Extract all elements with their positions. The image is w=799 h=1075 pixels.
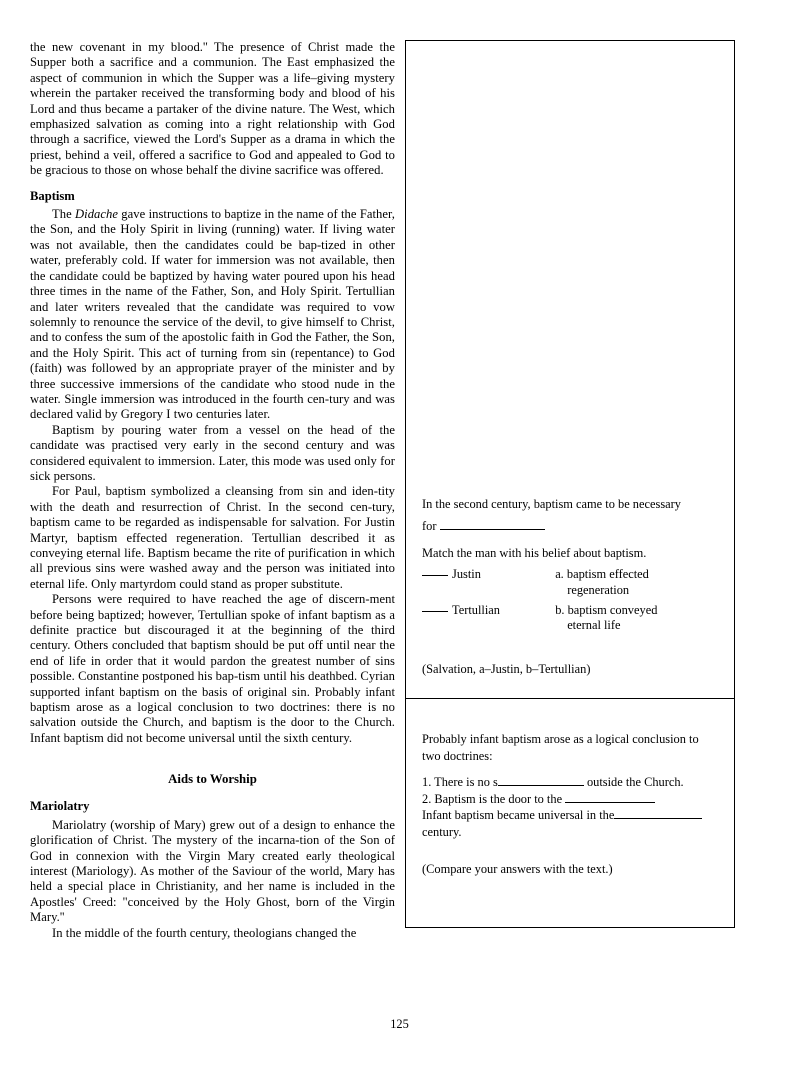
- work-title-didache: Didache: [75, 207, 119, 222]
- match-name-2: Tertullian: [452, 603, 500, 618]
- exercise-bottom-closing-suffix: century.: [422, 825, 462, 839]
- page-columns: [30, 40, 770, 941]
- page-number: 125: [390, 1017, 409, 1031]
- match-option-2: b. baptism conveyed: [555, 603, 658, 618]
- match-right-cell-2: [555, 603, 718, 639]
- exercise-prompt-line-2: [422, 518, 718, 534]
- answer-blank-item-2[interactable]: [565, 802, 655, 803]
- match-name-1: Justin: [452, 567, 481, 582]
- answer-blank-item-1[interactable]: [498, 785, 584, 786]
- answer-blank-match-2[interactable]: [422, 611, 448, 612]
- exercise-bottom-item-1-suffix: outside the Church.: [586, 775, 684, 790]
- heading-aids-to-worship: Aids to Worship: [168, 772, 257, 787]
- answer-blank-closing[interactable]: [614, 818, 702, 819]
- paragraph-baptism-1-text: The Didache gave instructions to baptize in the name of the Father, the Son, and the Holy Spirit in living (running) water. If living water was not available, then the candidates could be bap-tized in other water, preferably cold. If water for immersion was not available, then the candidate could be baptized by having water poured upon his head three times in the name of the Father, Son, and Holy Spirit. Tertullian and later writers revealed that the candidate was required to vow solemnly to renounce the service of the devil, to give himself to Christ, and to confess the sum of the apostolic faith in God the Father, the Son, and the Holy Spirit. This act of turning from sin (repentance) to God (faith) was followed by an appropriate prayer of the minister and by three successive immersions of the candidate who stood nude in the water. Single immersion was introduced in the fourth cen-tury and was declared valid by Gregory I two centuries later.: [30, 207, 395, 422]
- match-left-cell-2: [422, 603, 555, 639]
- table-row: [422, 603, 718, 639]
- paragraph-baptism-1: [30, 207, 395, 423]
- exercise-prompt-line-1: In the second century, baptism came to be necessary: [422, 497, 681, 511]
- paragraph-mariolatry-1: Mariolatry (worship of Mary) grew out of a design to enhance the glorification of Christ. The mystery of the incarna-tion of the Son of God in connexion with the Virgin Mary created early theological interest (Mariology). As mother of the Saviour of the world, Mary has held a special place in Christianity, and her name is included in the Apostles' Creed: "conceived by the Holy Ghost, born of the Virgin Mary.'': [30, 817, 395, 925]
- exercise-bottom-closing: [422, 807, 718, 840]
- paragraph-baptism-2: Baptism by pouring water from a vessel on the head of the candidate was practised very early in the second century and was considered equivalent to immersion. Later, this mode was used only for sick persons.: [30, 422, 395, 483]
- match-option-1-sub: regeneration: [567, 582, 630, 597]
- match-option-2-sub: eternal life: [567, 618, 621, 633]
- answer-blank-salvation[interactable]: [440, 529, 545, 530]
- exercise-frame-top: [405, 40, 735, 700]
- heading-mariolatry: Mariolatry: [30, 799, 90, 814]
- body-text-column: [30, 40, 405, 941]
- exercise-prompt-line-2-label: for: [422, 519, 437, 534]
- exercise-frame-bottom: [405, 698, 735, 928]
- exercise-answer-key-top: (Salvation, a–Justin, b–Tertullian): [422, 661, 591, 676]
- exercise-bottom-intro: Probably infant baptism arose as a logical conclusion to two doctrines:: [422, 732, 699, 763]
- answer-blank-match-1[interactable]: [422, 575, 448, 576]
- exercise-bottom-item-2-prefix: 2. Baptism is the door to the: [422, 791, 563, 806]
- heading-baptism: Baptism: [30, 188, 75, 203]
- matching-table: [422, 567, 718, 639]
- match-option-1: a. baptism effected: [555, 567, 649, 582]
- exercise-column: [405, 40, 735, 928]
- exercise-compare-note: (Compare your answers with the text.): [422, 861, 613, 876]
- match-right-cell-1: [555, 567, 718, 603]
- table-row: [422, 567, 718, 603]
- paragraph-mariolatry-2: In the middle of the fourth century, theologians changed the: [52, 925, 357, 940]
- paragraph-intro: the new covenant in my blood.'' The presence of Christ made the Supper both a sacrifice and a communion. The East emphasized the aspect of communion in which the Supper was a life–giving mystery wherein the partaker received the transforming body and blood of his Lord and thus became a partaker of the divine nature. The West, which emphasized salvation as coming into a right relationship with God through a sacrifice, viewed the Lord's Supper as a drama in which the priest, behind a veil, offered a sacrifice to God and appealed to God to be gracious to those on whose behalf the divine sacrifice was offered.: [30, 40, 395, 178]
- exercise-bottom-item-1-prefix: 1. There is no s: [422, 775, 498, 790]
- match-left-cell-1: [422, 567, 555, 603]
- exercise-bottom-item-2: [422, 791, 718, 808]
- exercise-bottom-item-1: [422, 774, 718, 791]
- exercise-bottom-closing-prefix: Infant baptism became universal in the: [422, 808, 615, 823]
- exercise-match-instruction: Match the man with his belief about baptism.: [422, 545, 647, 560]
- paragraph-baptism-4: Persons were required to have reached the age of discern-ment before being baptized; however, Tertullian spoke of infant baptism as a definite practice but discouraged it at the beginning of the third century. Others concluded that baptism should be put off until near the end of life in order that it would pardon the greatest number of sins possible. Constantine postponed his bap-tism until his deathbed. Cyrian supported infant baptism on the basis of original sin. Probably infant baptism arose as a logical conclusion to two doctrines: there is no salvation outside the Church, and baptism is the door to the Church. Infant baptism did not become universal until the sixth century.: [30, 592, 395, 745]
- paragraph-baptism-3: For Paul, baptism symbolized a cleansing from sin and iden-tity with the death and resurrection of Christ. In the second cen-tury, baptism came to be regarded as indispensable for salvation. For Justin Martyr, baptism effected regeneration. Tertullian described it as conveying eternal life. Baptism became the rite of purification in which all previous sins were washed away and the person was initiated into eternal life. Only martyrdom could stand as proper substitute.: [30, 484, 395, 591]
